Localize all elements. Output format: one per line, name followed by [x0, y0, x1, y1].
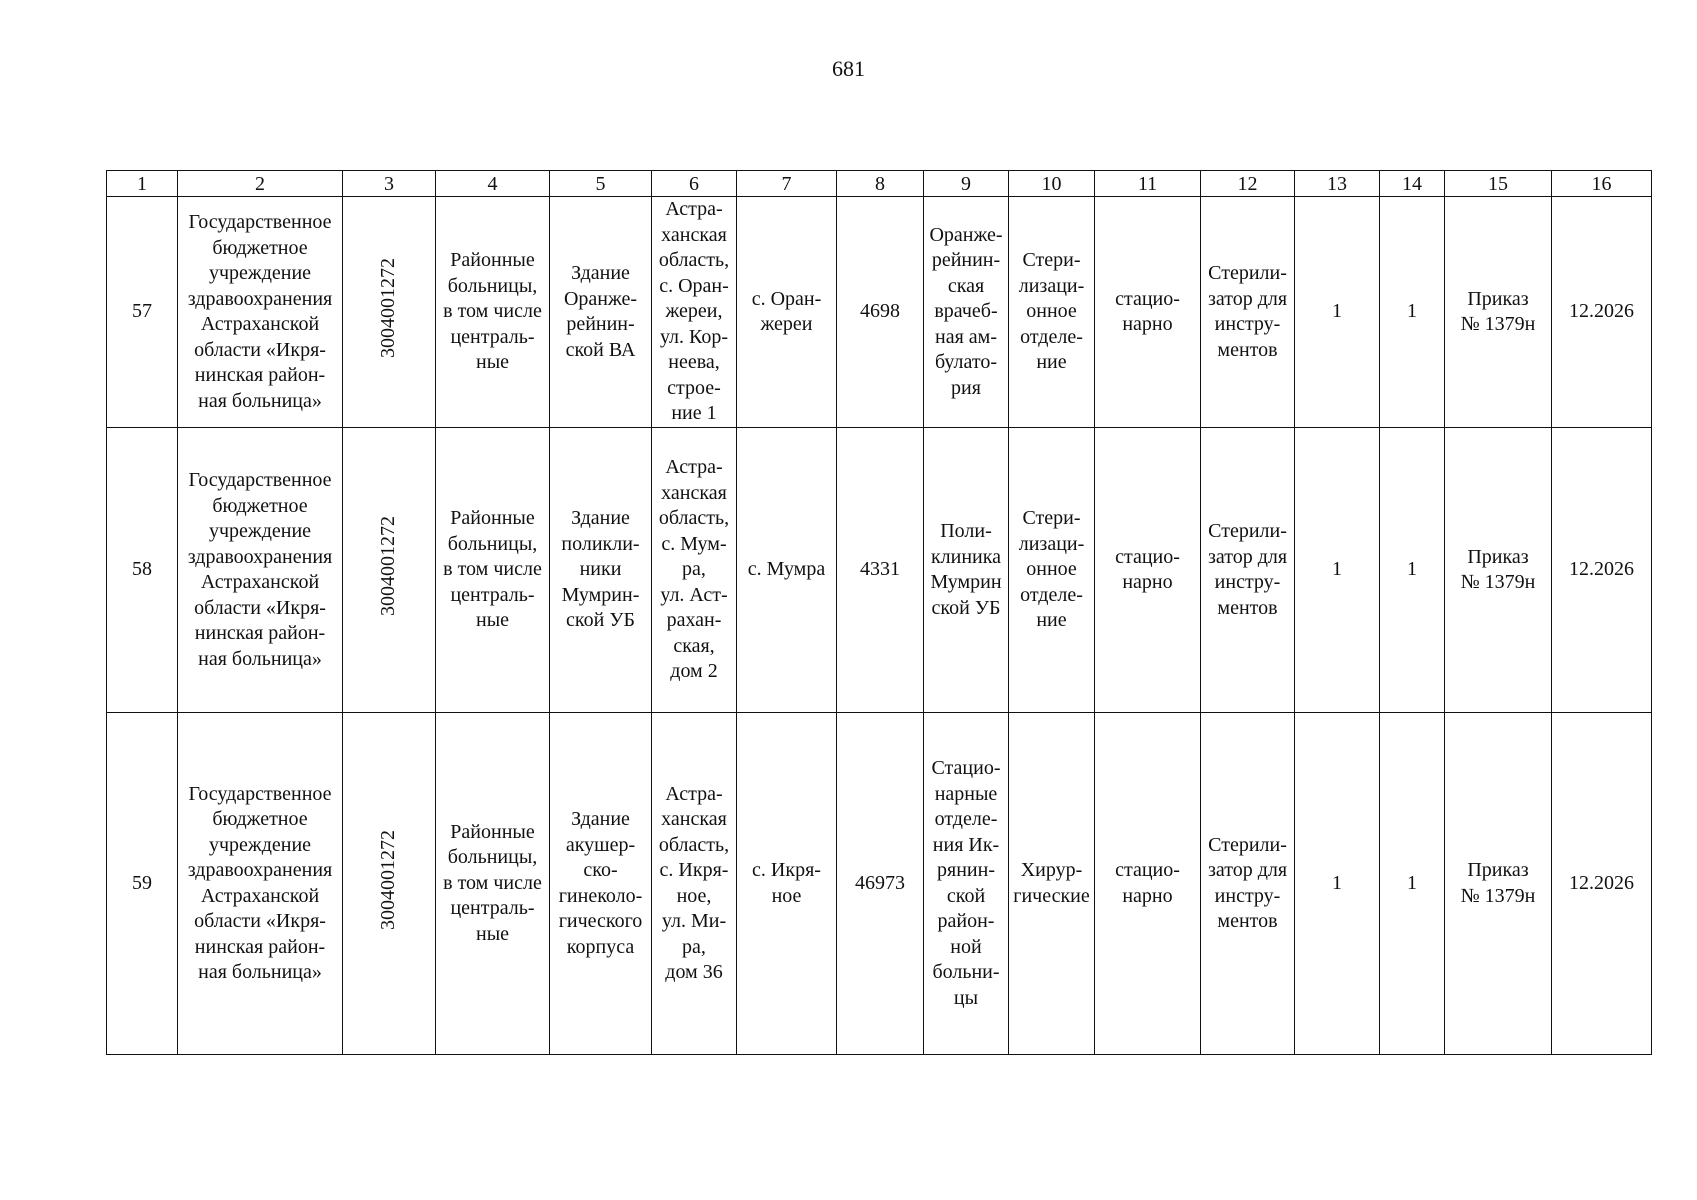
settlement: с. Икря- ное — [737, 713, 837, 1055]
population: 46973 — [837, 713, 924, 1055]
quantity-a: 1 — [1295, 197, 1380, 428]
subdivision: Оранже- рейнин- ская врачеб- ная ам- булато- рия — [924, 197, 1009, 428]
table-row — [107, 713, 1652, 1055]
page-number: 681 — [832, 56, 865, 81]
subdivision: Поли- клиника Мумрин ской УБ — [924, 428, 1009, 713]
department: Хирур- гические — [1009, 713, 1095, 1055]
address: Астра- ханская область, с. Мум- ра, ул. Аст- рахан- ская, дом 2 — [652, 428, 737, 713]
table-row — [107, 197, 1652, 428]
column-header: 10 — [1009, 171, 1095, 197]
care-condition: стацио- нарно — [1095, 428, 1201, 713]
row-number: 58 — [107, 428, 178, 713]
inn-cell — [343, 713, 436, 1055]
column-header: 13 — [1295, 171, 1380, 197]
quantity-b: 1 — [1380, 713, 1445, 1055]
quantity-b: 1 — [1380, 197, 1445, 428]
column-header: 8 — [837, 171, 924, 197]
quantity-b: 1 — [1380, 428, 1445, 713]
column-header: 5 — [550, 171, 652, 197]
subdivision: Стацио- нарные отделе- ния Ик- рянин- ской район- ной больни- цы — [924, 713, 1009, 1055]
building-name: Здание поликли- ники Мумрин- ской УБ — [550, 428, 652, 713]
inn-cell — [343, 197, 436, 428]
column-header: 6 — [652, 171, 737, 197]
equipment: Стерили- затор для инстру- ментов — [1201, 713, 1295, 1055]
organization-name: Государственное бюджетное учреждение здравоохранения Астраханской области «Икря- нинская район- ная больница» — [178, 197, 343, 428]
column-header: 9 — [924, 171, 1009, 197]
table-row — [107, 428, 1652, 713]
address: Астра- ханская область, с. Оран- жереи, ул. Кор- неева, строе- ние 1 — [652, 197, 737, 428]
column-header: 12 — [1201, 171, 1295, 197]
inn-value: 3004001272 — [377, 829, 400, 930]
settlement: с. Мумра — [737, 428, 837, 713]
building-name: Здание Оранже- рейнин- ской ВА — [550, 197, 652, 428]
organization-name: Государственное бюджетное учреждение здравоохранения Астраханской области «Икря- нинская район- ная больница» — [178, 428, 343, 713]
column-header: 4 — [436, 171, 550, 197]
organization-type: Районные больницы, в том числе централь- ные — [436, 197, 550, 428]
column-header: 1 — [107, 171, 178, 197]
deadline: 12.2026 — [1552, 428, 1652, 713]
equipment: Стерили- затор для инстру- ментов — [1201, 428, 1295, 713]
column-header: 3 — [343, 171, 436, 197]
organization-name: Государственное бюджетное учреждение здравоохранения Астраханской области «Икря- нинская район- ная больница» — [178, 713, 343, 1055]
column-number-row — [107, 171, 1652, 197]
building-name: Здание акушер- ско- гинеколо- гического корпуса — [550, 713, 652, 1055]
row-number: 57 — [107, 197, 178, 428]
order-reference: Приказ № 1379н — [1445, 428, 1552, 713]
order-reference: Приказ № 1379н — [1445, 713, 1552, 1055]
quantity-a: 1 — [1295, 713, 1380, 1055]
care-condition: стацио- нарно — [1095, 197, 1201, 428]
organization-type: Районные больницы, в том числе централь- ные — [436, 713, 550, 1055]
order-reference: Приказ № 1379н — [1445, 197, 1552, 428]
organization-type: Районные больницы, в том числе централь- ные — [436, 428, 550, 713]
department: Стери- лизаци- онное отделе- ние — [1009, 197, 1095, 428]
row-number: 59 — [107, 713, 178, 1055]
registry-table — [106, 170, 1652, 1055]
deadline: 12.2026 — [1552, 197, 1652, 428]
quantity-a: 1 — [1295, 428, 1380, 713]
inn-value: 3004001272 — [377, 516, 400, 617]
address: Астра- ханская область, с. Икря- ное, ул. Ми- ра, дом 36 — [652, 713, 737, 1055]
care-condition: стацио- нарно — [1095, 713, 1201, 1055]
column-header: 16 — [1552, 171, 1652, 197]
population: 4331 — [837, 428, 924, 713]
equipment: Стерили- затор для инстру- ментов — [1201, 197, 1295, 428]
deadline: 12.2026 — [1552, 713, 1652, 1055]
column-header: 2 — [178, 171, 343, 197]
column-header: 11 — [1095, 171, 1201, 197]
inn-value: 3004001272 — [377, 258, 400, 359]
population: 4698 — [837, 197, 924, 428]
inn-cell — [343, 428, 436, 713]
column-header: 15 — [1445, 171, 1552, 197]
column-header: 7 — [737, 171, 837, 197]
settlement: с. Оран- жереи — [737, 197, 837, 428]
department: Стери- лизаци- онное отделе- ние — [1009, 428, 1095, 713]
column-header: 14 — [1380, 171, 1445, 197]
